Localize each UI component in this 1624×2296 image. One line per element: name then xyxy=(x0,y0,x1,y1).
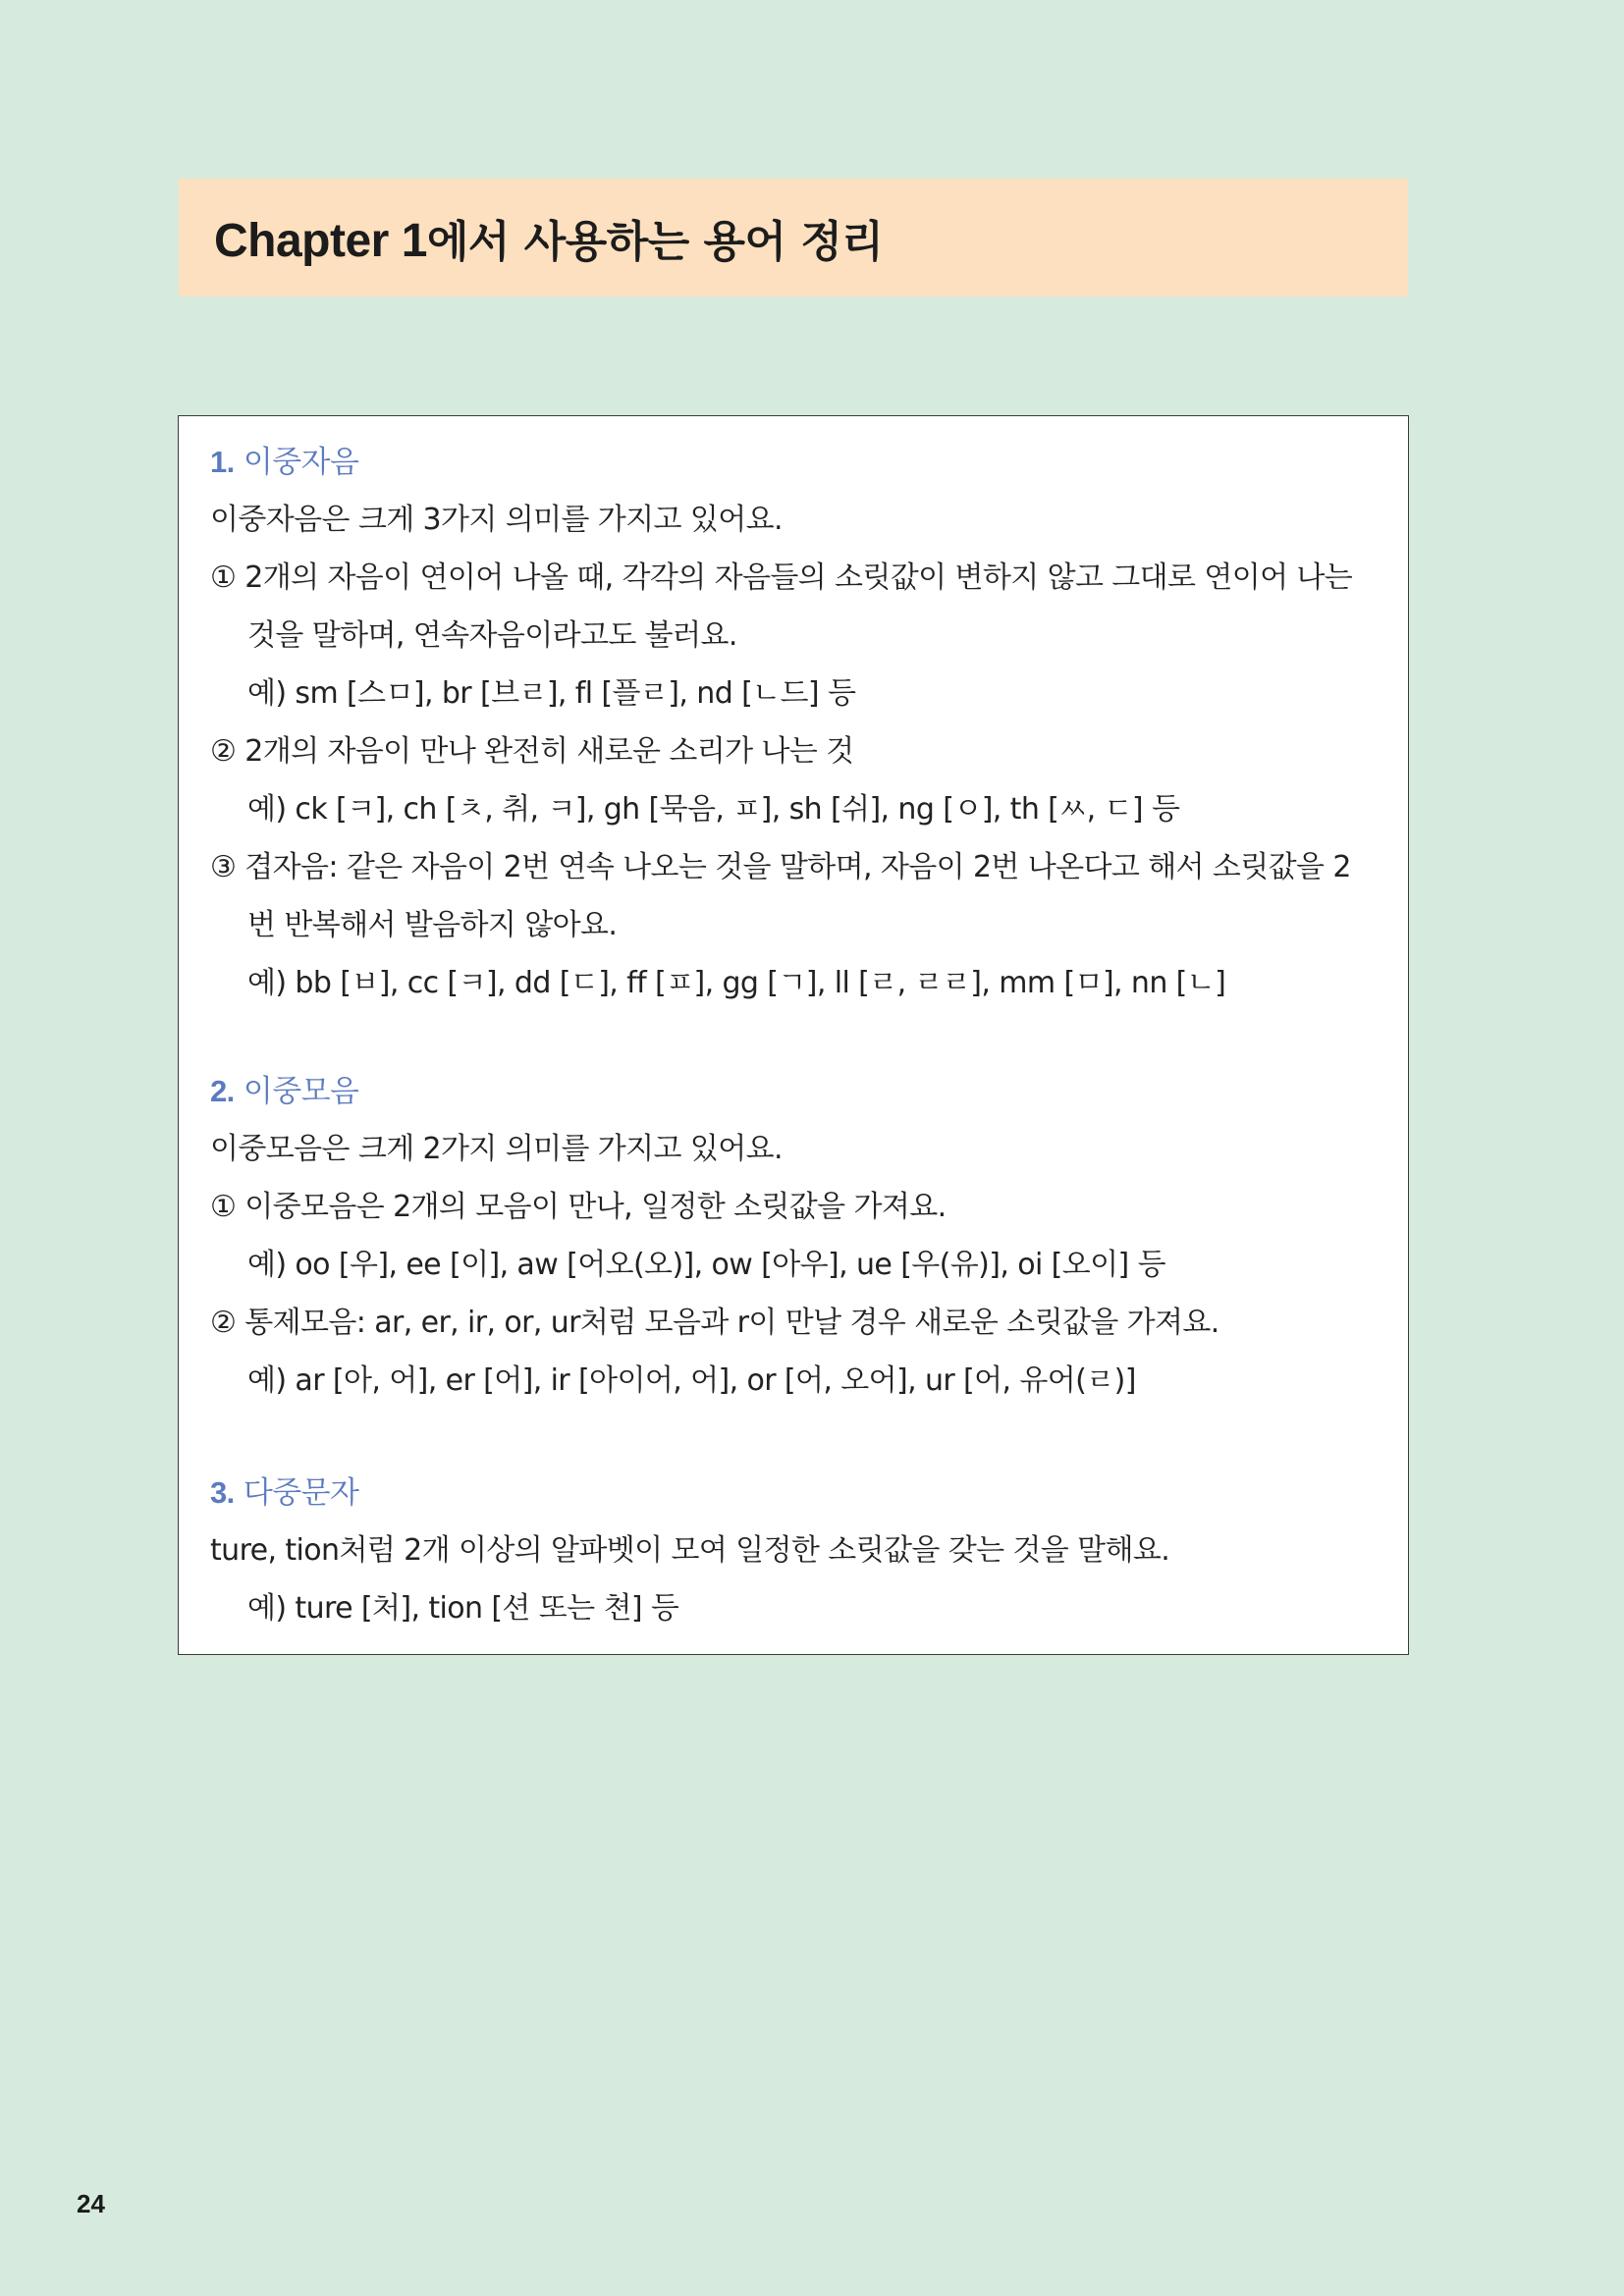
section-number: 1. xyxy=(210,445,235,479)
section-title: 이중모음 xyxy=(243,1074,359,1109)
example-line: 예) bb [ㅂ], cc [ㅋ], dd [ㄷ], ff [ㅍ], gg [ㄱ], ll [ㄹ, ㄹㄹ], mm [ㅁ], nn [ㄴ] xyxy=(247,966,1226,1000)
example-line: 예) ar [아, 어], er [어], ir [아이어, 어], or [어, 오어], ur [어, 유어(ㄹ)] xyxy=(247,1363,1136,1398)
section-heading-1 xyxy=(210,443,358,482)
section-heading-3 xyxy=(210,1473,358,1513)
section-heading-2 xyxy=(210,1072,358,1111)
section-line: 것을 말하며, 연속자음이라고도 불러요. xyxy=(247,618,737,653)
section-line: ② 통제모음: ar, er, ir, or, ur처럼 모음과 r이 만날 경우 새로운 소릿값을 가져요. xyxy=(210,1306,1219,1340)
section-number: 2. xyxy=(210,1074,235,1108)
section-line: 이중모음은 크게 2가지 의미를 가지고 있어요. xyxy=(210,1132,783,1166)
section-title: 이중자음 xyxy=(243,445,359,480)
section-line: 번 반복해서 발음하지 않아요. xyxy=(247,908,618,942)
section-line: ① 이중모음은 2개의 모음이 만나, 일정한 소릿값을 가져요. xyxy=(210,1190,947,1224)
section-line: 이중자음은 크게 3가지 의미를 가지고 있어요. xyxy=(210,503,783,537)
example-line: 예) sm [스ㅁ], br [브ㄹ], fl [플ㄹ], nd [ㄴ드] 등 xyxy=(247,676,856,711)
title-rest: 에서 사용하는 용어 정리 xyxy=(426,217,884,267)
example-line: 예) oo [우], ee [이], aw [어오(오)], ow [아우], ue [우(유)], oi [오이] 등 xyxy=(247,1248,1165,1282)
page-title xyxy=(214,206,883,269)
section-number: 3. xyxy=(210,1475,235,1510)
example-line: 예) ck [ㅋ], ch [ㅊ, 취, ㅋ], gh [묵음, ㅍ], sh [쉬], ng [ㅇ], th [ㅆ, ㄷ] 등 xyxy=(247,792,1180,827)
glossary-box xyxy=(178,415,1409,1655)
example-line: 예) ture [처], tion [션 또는 쳔] 등 xyxy=(247,1591,679,1626)
section-line: ② 2개의 자음이 만나 완전히 새로운 소리가 나는 것 xyxy=(210,734,854,769)
section-line: ture, tion처럼 2개 이상의 알파벳이 모여 일정한 소릿값을 갖는 것을 말해요. xyxy=(210,1533,1170,1568)
page-number: 24 xyxy=(77,2189,105,2218)
section-line: ③ 겹자음: 같은 자음이 2번 연속 나오는 것을 말하며, 자음이 2번 나온다고 해서 소릿값을 2 xyxy=(210,850,1351,884)
title-chapter: Chapter 1 xyxy=(214,215,427,267)
title-banner xyxy=(179,179,1408,296)
section-title: 다중문자 xyxy=(243,1475,359,1511)
section-line: ① 2개의 자음이 연이어 나올 때, 각각의 자음들의 소릿값이 변하지 않고 그대로 연이어 나는 xyxy=(210,561,1353,595)
